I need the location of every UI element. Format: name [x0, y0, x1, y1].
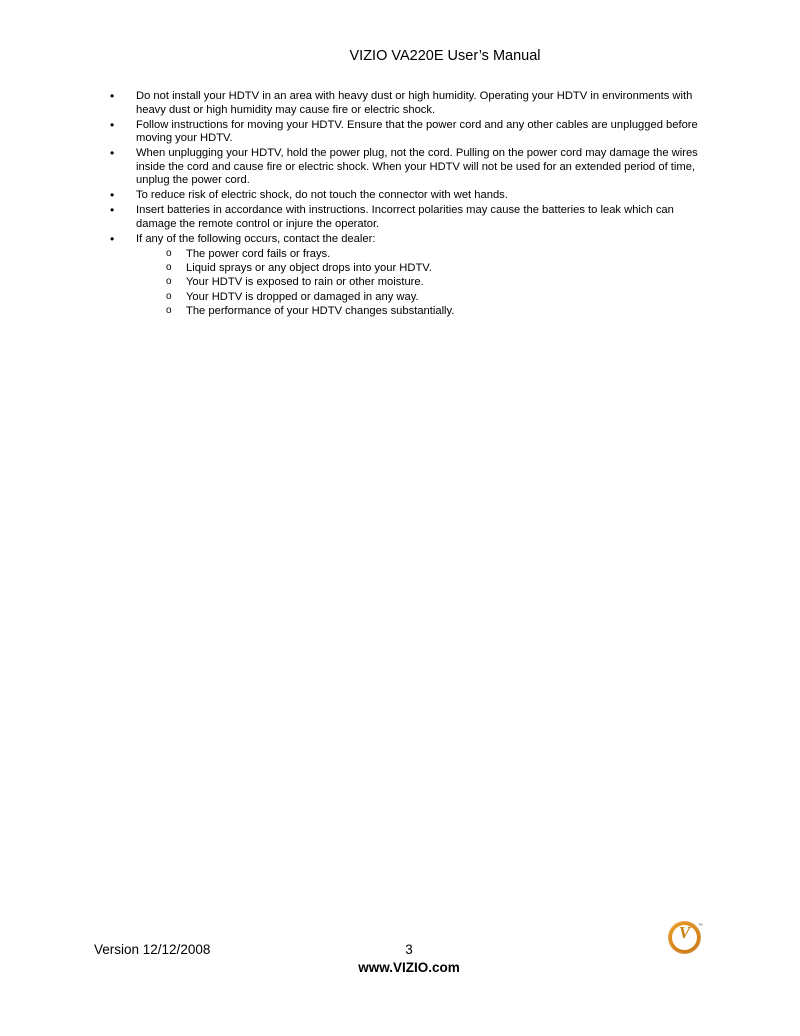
sub-list-item-text: Your HDTV is dropped or damaged in any way.: [186, 290, 419, 303]
bullet-icon: •: [110, 203, 115, 218]
list-item-text: If any of the following occurs, contact the dealer:: [136, 232, 376, 245]
list-item-text: Follow instructions for moving your HDTV. Ensure that the power cord and any other cables are unplugged before moving your HDTV.: [136, 118, 698, 145]
document-version: Version 12/12/2008: [94, 942, 211, 957]
sub-list-item: [136, 248, 713, 262]
bullet-icon: •: [110, 146, 115, 161]
list-item: [98, 119, 713, 146]
manual-title: VIZIO VA220E User’s Manual: [349, 48, 541, 64]
page-number: 3: [405, 942, 413, 957]
sub-bullet-icon: o: [166, 261, 172, 273]
list-item-text: Do not install your HDTV in an area with heavy dust or high humidity. Operating your HDTV in environments with heavy dust or high humidity may cause fire or electric shock.: [136, 90, 693, 116]
sub-bullet-icon: o: [166, 305, 172, 317]
sub-list-item: [136, 276, 713, 290]
sub-list-item-text: Liquid sprays or any object drops into your HDTV.: [186, 261, 432, 274]
list-item: [98, 204, 713, 231]
list-item: [98, 189, 713, 203]
logo-letter: V: [678, 923, 691, 942]
sub-bullet-icon: o: [166, 247, 172, 259]
vizio-logo-icon: [668, 921, 701, 954]
bullet-icon: •: [110, 89, 115, 103]
bullet-icon: •: [110, 231, 115, 246]
list-item: [98, 233, 713, 319]
website-url: www.VIZIO.com: [358, 960, 460, 975]
bullet-icon: •: [110, 117, 115, 132]
sub-list-item-text: The power cord fails or frays.: [186, 247, 331, 260]
sub-list-item: [136, 262, 713, 276]
page-header: [0, 48, 800, 64]
page-footer: [0, 906, 800, 1036]
list-item-text: Insert batteries in accordance with instructions. Incorrect polarities may cause the batteries to leak which can damage the remote control or injure the operator.: [136, 204, 674, 230]
sub-bullet-icon: o: [166, 276, 172, 288]
trademark-icon: ™: [698, 923, 703, 929]
safety-instructions-list: [98, 90, 713, 320]
list-item-text: To reduce risk of electric shock, do not touch the connector with wet hands.: [136, 189, 508, 202]
sub-list-item-text: Your HDTV is exposed to rain or other moisture.: [186, 276, 424, 289]
list-item: [98, 147, 713, 188]
bullet-icon: •: [110, 188, 115, 203]
sub-list-item-text: The performance of your HDTV changes substantially.: [186, 305, 455, 318]
sub-bullet-list: [136, 248, 713, 319]
bullet-list: [98, 90, 713, 319]
list-item: [98, 90, 713, 117]
sub-list-item: [136, 305, 713, 319]
sub-bullet-icon: o: [166, 290, 172, 302]
sub-list-item: [136, 291, 713, 305]
list-item-text: When unplugging your HDTV, hold the power plug, not the cord. Pulling on the power cord may damage the wires inside the cord and cause fire or electric shock. When your HDTV will not be used for an extended period of time, unplug the power cord.: [136, 147, 698, 187]
